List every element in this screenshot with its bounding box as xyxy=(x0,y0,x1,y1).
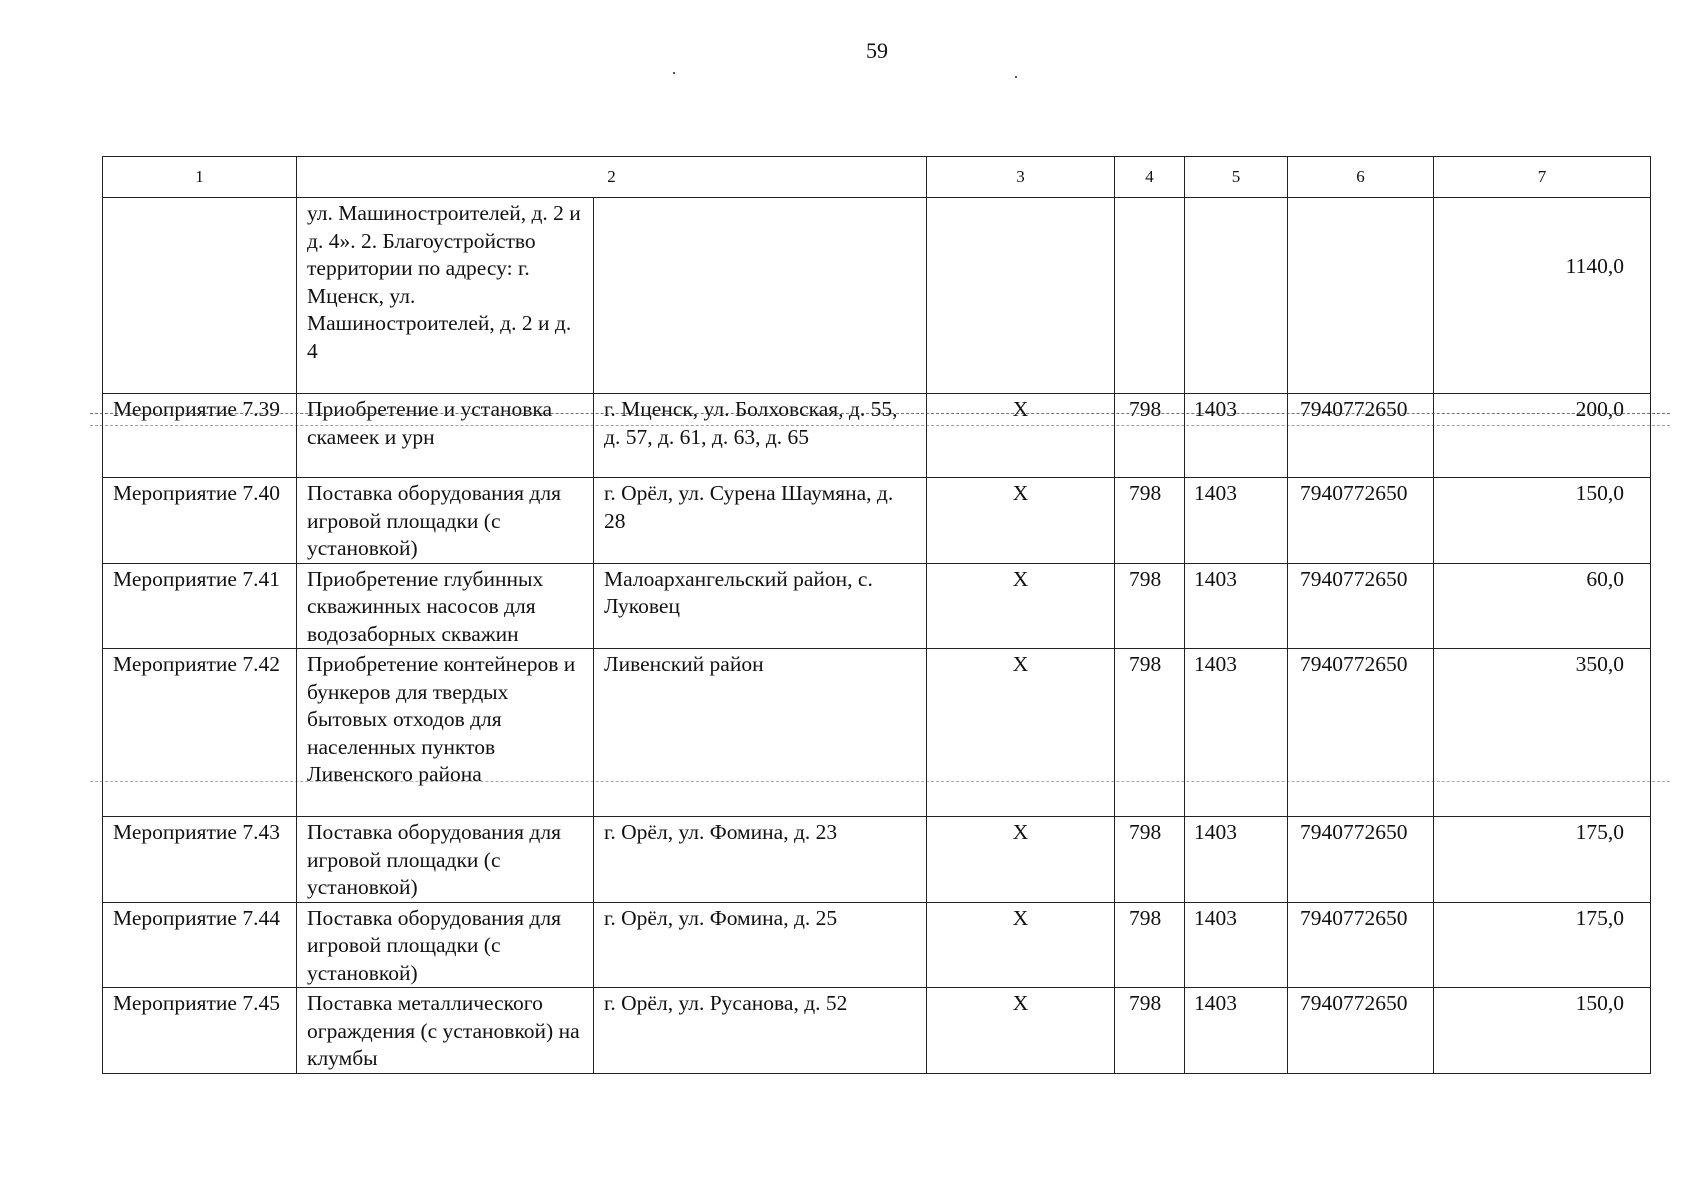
row-code-3: 7940772650 xyxy=(1288,902,1434,988)
row-code-3: 7940772650 xyxy=(1288,649,1434,817)
table-row xyxy=(103,394,1651,478)
row-location: г. Орёл, ул. Фомина, д. 23 xyxy=(594,817,927,903)
row-name: Мероприятие 7.41 xyxy=(103,563,297,649)
row-mark: X xyxy=(927,478,1115,564)
header-cell: 3 xyxy=(927,157,1115,198)
row-description: Поставка оборудования для игровой площадки (с установкой) xyxy=(297,478,594,564)
row-mark: X xyxy=(927,649,1115,817)
row-description: Приобретение и установка скамеек и урн xyxy=(297,394,594,478)
row-amount: 200,0 xyxy=(1434,394,1651,478)
row-name: Мероприятие 7.43 xyxy=(103,817,297,903)
row-name xyxy=(103,198,297,394)
row-name: Мероприятие 7.39 xyxy=(103,394,297,478)
row-name: Мероприятие 7.44 xyxy=(103,902,297,988)
row-code-1: 798 xyxy=(1115,478,1185,564)
row-code-1 xyxy=(1115,198,1185,394)
row-name: Мероприятие 7.42 xyxy=(103,649,297,817)
scan-streak xyxy=(90,413,1670,414)
table-header-row xyxy=(103,157,1651,198)
row-amount: 60,0 xyxy=(1434,563,1651,649)
page-number: 59 xyxy=(866,38,888,63)
row-location: г. Орёл, ул. Сурена Шаумяна, д. 28 xyxy=(594,478,927,564)
table-row xyxy=(103,478,1651,564)
row-code-3 xyxy=(1288,198,1434,394)
row-code-1: 798 xyxy=(1115,563,1185,649)
row-description: Приобретение глубинных скважинных насосов для водозаборных скважин xyxy=(297,563,594,649)
row-code-2 xyxy=(1185,198,1288,394)
row-location: г. Мценск, ул. Болховская, д. 55, д. 57, д. 61, д. 63, д. 65 xyxy=(594,394,927,478)
row-code-3: 7940772650 xyxy=(1288,817,1434,903)
row-code-3: 7940772650 xyxy=(1288,394,1434,478)
row-location: г. Орёл, ул. Фомина, д. 25 xyxy=(594,902,927,988)
table-row-continuation xyxy=(103,198,1651,394)
row-mark: X xyxy=(927,394,1115,478)
row-amount: 175,0 xyxy=(1434,817,1651,903)
row-location: Малоархангельский район, с. Луковец xyxy=(594,563,927,649)
row-amount: 350,0 xyxy=(1434,649,1651,817)
table-row xyxy=(103,563,1651,649)
row-code-1: 798 xyxy=(1115,902,1185,988)
header-cell: 6 xyxy=(1288,157,1434,198)
budget-table xyxy=(102,156,1651,1074)
row-code-1: 798 xyxy=(1115,649,1185,817)
table-row xyxy=(103,817,1651,903)
header-cell: 2 xyxy=(297,157,927,198)
row-description: ул. Машиностроителей, д. 2 и д. 4». 2. Благоустройство территории по адресу: г. Мценск, ул. Машиностроителей, д. 2 и д. 4 xyxy=(297,198,594,394)
scan-speck xyxy=(1015,76,1017,78)
row-mark: X xyxy=(927,902,1115,988)
row-description: Поставка оборудования для игровой площадки (с установкой) xyxy=(297,817,594,903)
row-location xyxy=(594,198,927,394)
row-location: Ливенский район xyxy=(594,649,927,817)
row-code-3: 7940772650 xyxy=(1288,478,1434,564)
row-amount: 1140,0 xyxy=(1434,198,1651,394)
row-amount: 150,0 xyxy=(1434,988,1651,1074)
row-location: г. Орёл, ул. Русанова, д. 52 xyxy=(594,988,927,1074)
row-mark: X xyxy=(927,988,1115,1074)
scan-streak xyxy=(90,425,1670,426)
row-amount: 175,0 xyxy=(1434,902,1651,988)
row-mark xyxy=(927,198,1115,394)
row-description: Поставка металлического ограждения (с установкой) на клумбы xyxy=(297,988,594,1074)
row-mark: X xyxy=(927,817,1115,903)
row-code-3: 7940772650 xyxy=(1288,988,1434,1074)
row-code-1: 798 xyxy=(1115,394,1185,478)
row-code-1: 798 xyxy=(1115,817,1185,903)
table-row xyxy=(103,902,1651,988)
row-amount: 150,0 xyxy=(1434,478,1651,564)
row-code-2: 1403 xyxy=(1185,649,1288,817)
row-code-2: 1403 xyxy=(1185,563,1288,649)
row-code-2: 1403 xyxy=(1185,817,1288,903)
table-row xyxy=(103,988,1651,1074)
header-cell: 4 xyxy=(1115,157,1185,198)
row-mark: X xyxy=(927,563,1115,649)
row-name: Мероприятие 7.40 xyxy=(103,478,297,564)
header-cell: 1 xyxy=(103,157,297,198)
row-description: Приобретение контейнеров и бункеров для твердых бытовых отходов для населенных пунктов Ливенского района xyxy=(297,649,594,817)
scan-streak xyxy=(90,781,1670,782)
row-code-3: 7940772650 xyxy=(1288,563,1434,649)
row-description: Поставка оборудования для игровой площадки (с установкой) xyxy=(297,902,594,988)
row-code-2: 1403 xyxy=(1185,478,1288,564)
header-cell: 5 xyxy=(1185,157,1288,198)
row-name: Мероприятие 7.45 xyxy=(103,988,297,1074)
row-code-2: 1403 xyxy=(1185,988,1288,1074)
scan-speck xyxy=(673,72,675,74)
header-cell: 7 xyxy=(1434,157,1651,198)
table-row xyxy=(103,649,1651,817)
row-code-2: 1403 xyxy=(1185,394,1288,478)
row-code-1: 798 xyxy=(1115,988,1185,1074)
row-code-2: 1403 xyxy=(1185,902,1288,988)
